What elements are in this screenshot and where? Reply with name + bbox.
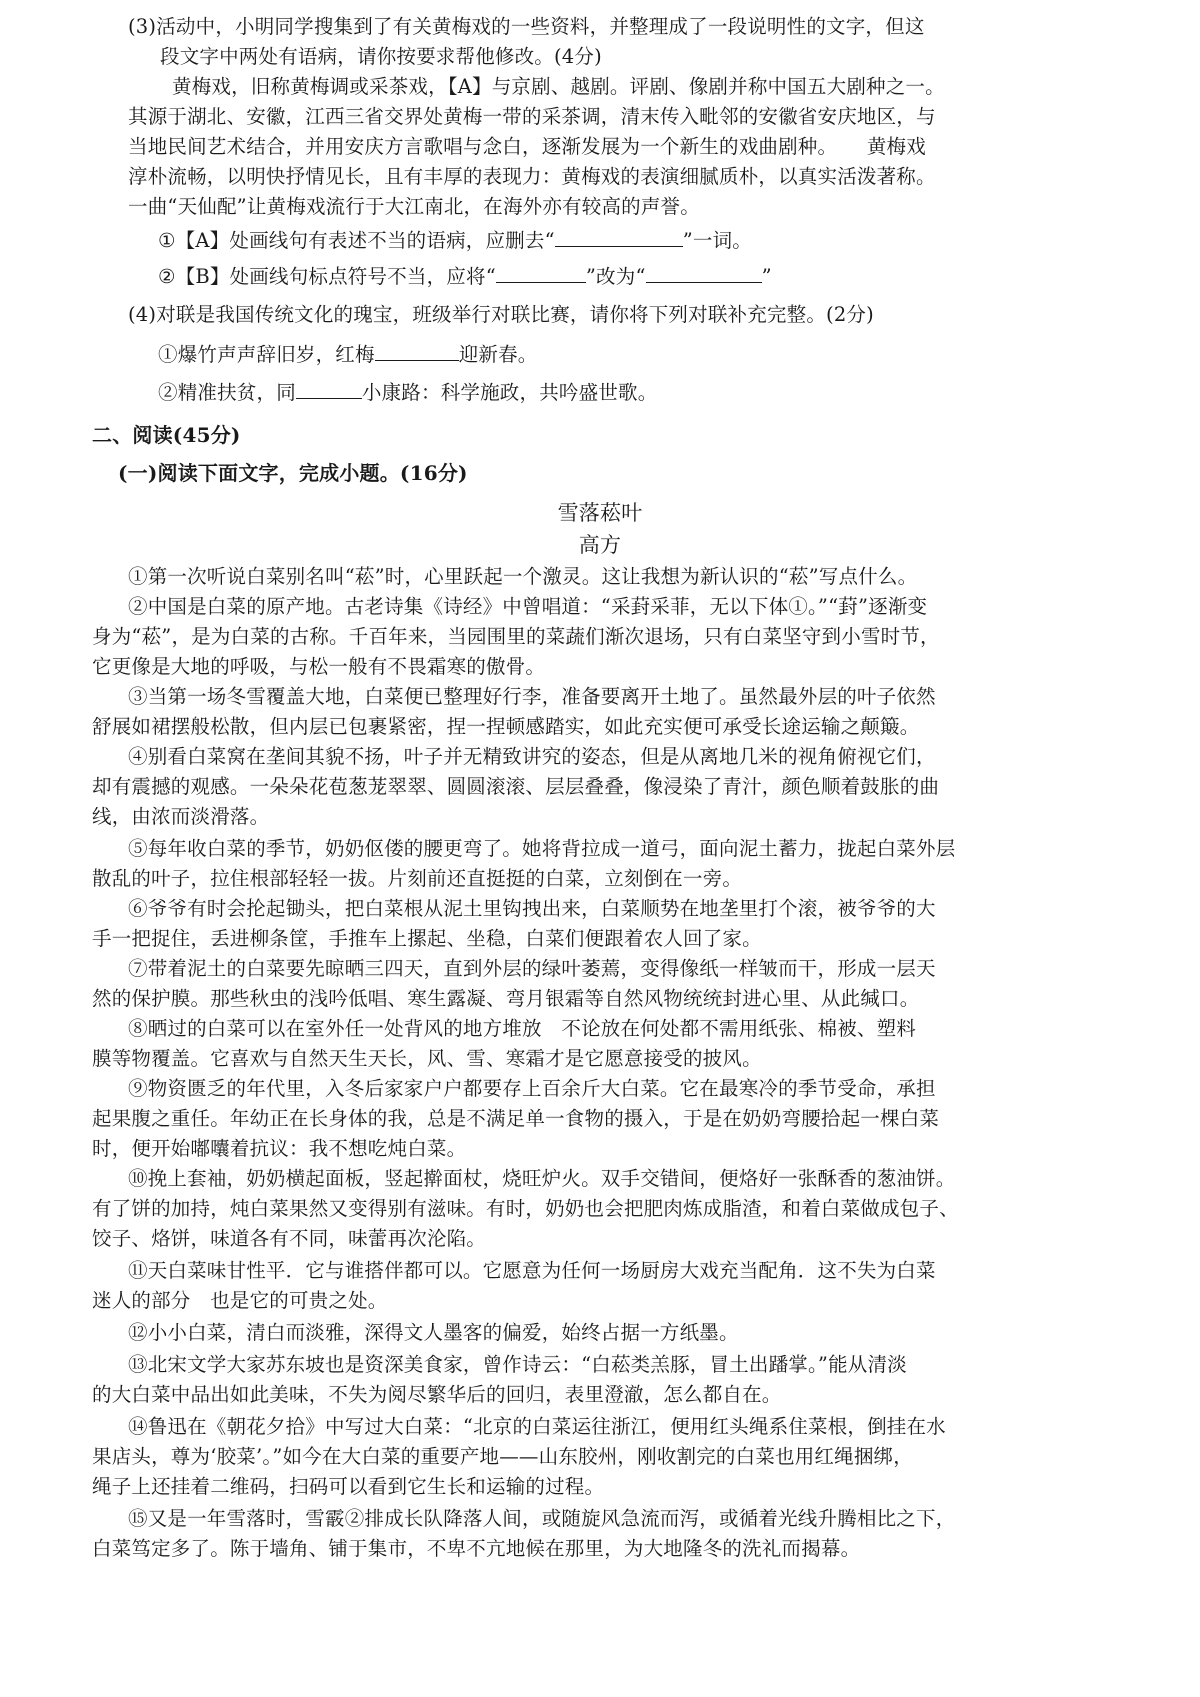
article-line — [0, 1104, 1200, 1134]
q3-item-2-prefix: ②【B】处画线句标点符号不当，应将“ — [158, 265, 496, 288]
article-line — [0, 864, 1200, 894]
q4-intro — [0, 300, 1200, 330]
section-sub-heading — [0, 458, 1200, 488]
q3-passage-text: 当地民间艺术结合，并用安庆方言歌唱与念白，逐渐发展为一个新生的戏曲剧种。 黄梅戏 — [128, 135, 926, 158]
article-text: 起果腹之重任。年幼正在长身体的我，总是不满足单一食物的摄入，于是在奶奶弯腰拾起一棵白菜 — [92, 1107, 940, 1130]
article-text: ⑬北宋文学大家苏东坡也是资深美食家，曾作诗云：“白菘类羔豚，冒土出蹯掌。”能从清淡 — [128, 1353, 907, 1376]
article-line — [0, 834, 1200, 864]
article-line — [0, 1472, 1200, 1502]
article-author-text: 高方 — [578, 533, 622, 557]
q4-item-1-prefix: ①爆竹声声辞旧岁，红梅 — [158, 343, 375, 366]
q3-item-2-mid: ”改为“ — [585, 265, 646, 288]
article-line — [0, 1286, 1200, 1316]
q3-passage-line-2 — [0, 102, 1200, 132]
answer-blank[interactable] — [375, 340, 459, 361]
q3-intro-line-1 — [0, 12, 1200, 42]
article-text: 手一把捉住，丢进柳条筐，手推车上摞起、坐稳，白菜们便跟着农人回了家。 — [92, 927, 762, 950]
article-line — [0, 682, 1200, 712]
q3-item-2 — [0, 262, 1200, 292]
article-line — [0, 772, 1200, 802]
q3-item-1-suffix: ”一词。 — [682, 229, 753, 252]
article-text: 时，便开始嘟囔着抗议：我不想吃炖白菜。 — [92, 1137, 467, 1160]
article-text: 有了饼的加持，炖白菜果然又变得别有滋味。有时，奶奶也会把肥肉炼成脂渣，和着白菜做成包子、 — [92, 1197, 959, 1220]
q3-item-1 — [0, 226, 1200, 256]
q3-passage-line-1 — [0, 72, 1200, 102]
article-line — [0, 1044, 1200, 1074]
article-line — [0, 894, 1200, 924]
q3-passage-line-4 — [0, 162, 1200, 192]
article-line — [0, 622, 1200, 652]
article-text: ⑤每年收白菜的季节，奶奶伛偻的腰更弯了。她将背拉成一道弓，面向泥土蓄力，拢起白菜外层 — [128, 837, 956, 860]
article-line — [0, 1350, 1200, 1380]
article-line — [0, 1318, 1200, 1348]
q4-item-2-suffix: 小康路：科学施政，共吟盛世歌。 — [361, 381, 658, 404]
article-line — [0, 924, 1200, 954]
article-text: ⑦带着泥土的白菜要先晾晒三四天，直到外层的绿叶萎蔫，变得像纸一样皱而干，形成一层天 — [128, 957, 936, 980]
q3-passage-line-5 — [0, 192, 1200, 222]
article-line — [0, 712, 1200, 742]
q3-item-1-prefix: ①【A】处画线句有表述不当的语病，应删去“ — [158, 229, 555, 252]
article-line — [0, 1134, 1200, 1164]
article-text: 迷人的部分 也是它的可贵之处。 — [92, 1289, 388, 1312]
q3-item-2-suffix: ” — [761, 265, 772, 288]
q3-intro-text-1: (3)活动中，小明同学搜集到了有关黄梅戏的一些资料，并整理成了一段说明性的文字，但这 — [128, 15, 925, 38]
answer-blank[interactable] — [555, 226, 683, 247]
article-text: 然的保护膜。那些秋虫的浅吟低唱、寒生露凝、弯月银霜等自然风物统统封进心里、从此缄口。 — [92, 987, 920, 1010]
article-line — [0, 1014, 1200, 1044]
article-text: ⑮又是一年雪落时，雪霰②排成长队降落人间，或随旋风急流而泻，或循着光线升腾相比之下， — [128, 1507, 956, 1530]
article-line — [0, 1164, 1200, 1194]
article-line — [0, 954, 1200, 984]
article-text: ③当第一场冬雪覆盖大地，白菜便已整理好行李，准备要离开土地了。虽然最外层的叶子依然 — [128, 685, 936, 708]
q4-item-1-suffix: 迎新春。 — [458, 343, 538, 366]
article-line — [0, 1194, 1200, 1224]
article-line — [0, 742, 1200, 772]
article-text: ⑨物资匮乏的年代里，入冬后家家户户都要存上百余斤大白菜。它在最寒冷的季节受命，承担 — [128, 1077, 936, 1100]
article-text: ⑭鲁迅在《朝花夕拾》中写过大白菜：“北京的白菜运往浙江，便用红头绳系住菜根，倒挂在水 — [128, 1415, 946, 1438]
article-text: 线，由浓而淡滑落。 — [92, 805, 270, 828]
article-text: ②中国是白菜的原产地。古老诗集《诗经》中曾唱道：“采葑采菲，无以下体①。”“葑”逐渐变 — [128, 595, 928, 618]
q3-passage-text: 一曲“天仙配”让黄梅戏流行于大江南北，在海外亦有较高的声誉。 — [128, 195, 700, 218]
q4-item-2 — [0, 378, 1200, 408]
q3-passage-text: 其源于湖北、安徽，江西三省交界处黄梅一带的采茶调，清末传入毗邻的安徽省安庆地区，与 — [128, 105, 936, 128]
article-author — [0, 530, 1200, 560]
article-line — [0, 1534, 1200, 1564]
article-line — [0, 1504, 1200, 1534]
article-text: 饺子、烙饼，味道各有不同，味蕾再次沦陷。 — [92, 1227, 487, 1250]
article-line — [0, 1442, 1200, 1472]
article-text: 果店头，尊为‘胶菜’。”如今在大白菜的重要产地——山东胶州，刚收割完的白菜也用红绳捆绑， — [92, 1445, 913, 1468]
q4-intro-text: (4)对联是我国传统文化的瑰宝，班级举行对联比赛，请你将下列对联补充完整。(2分) — [128, 303, 874, 326]
article-line — [0, 802, 1200, 832]
article-text: 绳子上还挂着二维码，扫码可以看到它生长和运输的过程。 — [92, 1475, 605, 1498]
q3-intro-text-2: 段文字中两处有语病，请你按要求帮他修改。(4分) — [160, 45, 602, 68]
answer-blank[interactable] — [646, 262, 762, 283]
article-line — [0, 592, 1200, 622]
article-text: 却有震撼的观感。一朵朵花苞葱茏翠翠、圆圆滚滚、层层叠叠，像浸染了青汁，颜色顺着鼓胀的曲 — [92, 775, 940, 798]
article-line — [0, 984, 1200, 1014]
article-line — [0, 1412, 1200, 1442]
article-line — [0, 562, 1200, 592]
article-line — [0, 1074, 1200, 1104]
section-sub-heading-text: (一)阅读下面文字，完成小题。(16分) — [118, 461, 468, 485]
article-text: 它更像是大地的呼吸，与松一般有不畏霜寒的傲骨。 — [92, 655, 546, 678]
section-heading — [0, 420, 1200, 450]
q3-intro-line-2 — [0, 42, 1200, 72]
section-heading-text: 二、阅读(45分) — [92, 423, 241, 447]
article-title — [0, 498, 1200, 528]
answer-blank[interactable] — [496, 262, 586, 283]
q4-item-1 — [0, 340, 1200, 370]
answer-blank[interactable] — [296, 378, 362, 399]
article-text: ⑫小小白菜，清白而淡雅，深得文人墨客的偏爱，始终占据一方纸墨。 — [128, 1321, 739, 1344]
article-text: ⑩挽上套袖，奶奶横起面板，竖起擀面杖，烧旺炉火。双手交错间，便烙好一张酥香的葱油饼。 — [128, 1167, 956, 1190]
article-text: ⑥爷爷有时会抡起锄头，把白菜根从泥土里钩拽出来，白菜顺势在地垄里打个滚，被爷爷的大 — [128, 897, 936, 920]
article-text: ⑧晒过的白菜可以在室外任一处背风的地方堆放 不论放在何处都不需用纸张、棉被、塑料 — [128, 1017, 917, 1040]
article-line — [0, 1224, 1200, 1254]
article-text: 白菜笃定多了。陈于墙角、铺于集市，不卑不亢地候在那里，为大地隆冬的洗礼而揭幕。 — [92, 1537, 861, 1560]
article-text: 的大白菜中品出如此美味，不失为阅尽繁华后的回归，表里澄澈，怎么都自在。 — [92, 1383, 782, 1406]
q3-passage-text: 黄梅戏，旧称黄梅调或采茶戏，【A】与京剧、越剧。评剧、像剧并称中国五大剧种之一。 — [172, 75, 945, 98]
q3-passage-line-3 — [0, 132, 1200, 162]
article-title-text: 雪落菘叶 — [557, 501, 643, 525]
article-line — [0, 1256, 1200, 1286]
article-text: 散乱的叶子，拉住根部轻轻一拔。片刻前还直挺挺的白菜，立刻倒在一旁。 — [92, 867, 743, 890]
article-text: 身为“菘”，是为白菜的古称。千百年来，当园围里的菜蔬们渐次退场，只有白菜坚守到小雪时节， — [92, 625, 940, 648]
article-text: 舒展如裙摆般松散，但内层已包裹紧密，捏一捏顿感踏实，如此充实便可承受长途运输之颠簸。 — [92, 715, 920, 738]
article-line — [0, 1380, 1200, 1410]
article-line — [0, 652, 1200, 682]
q4-item-2-prefix: ②精准扶贫，同 — [158, 381, 296, 404]
article-text: 膜等物覆盖。它喜欢与自然天生天长，风、雪、寒霜才是它愿意接受的披风。 — [92, 1047, 762, 1070]
article-text: ④别看白菜窝在垄间其貌不扬，叶子并无精致讲究的姿态，但是从离地几米的视角俯视它们， — [128, 745, 936, 768]
article-text: ①第一次听说白菜别名叫“菘”时，心里跃起一个激灵。这让我想为新认识的“菘”写点什么。 — [128, 565, 918, 588]
article-text: ⑪天白菜味甘性平．它与谁搭伴都可以。它愿意为任何一场厨房大戏充当配角．这不失为白菜 — [128, 1259, 936, 1282]
q3-passage-text: 淳朴流畅，以明快抒情见长，且有丰厚的表现力：黄梅戏的表演细腻质朴，以真实活泼著称。 — [128, 165, 936, 188]
